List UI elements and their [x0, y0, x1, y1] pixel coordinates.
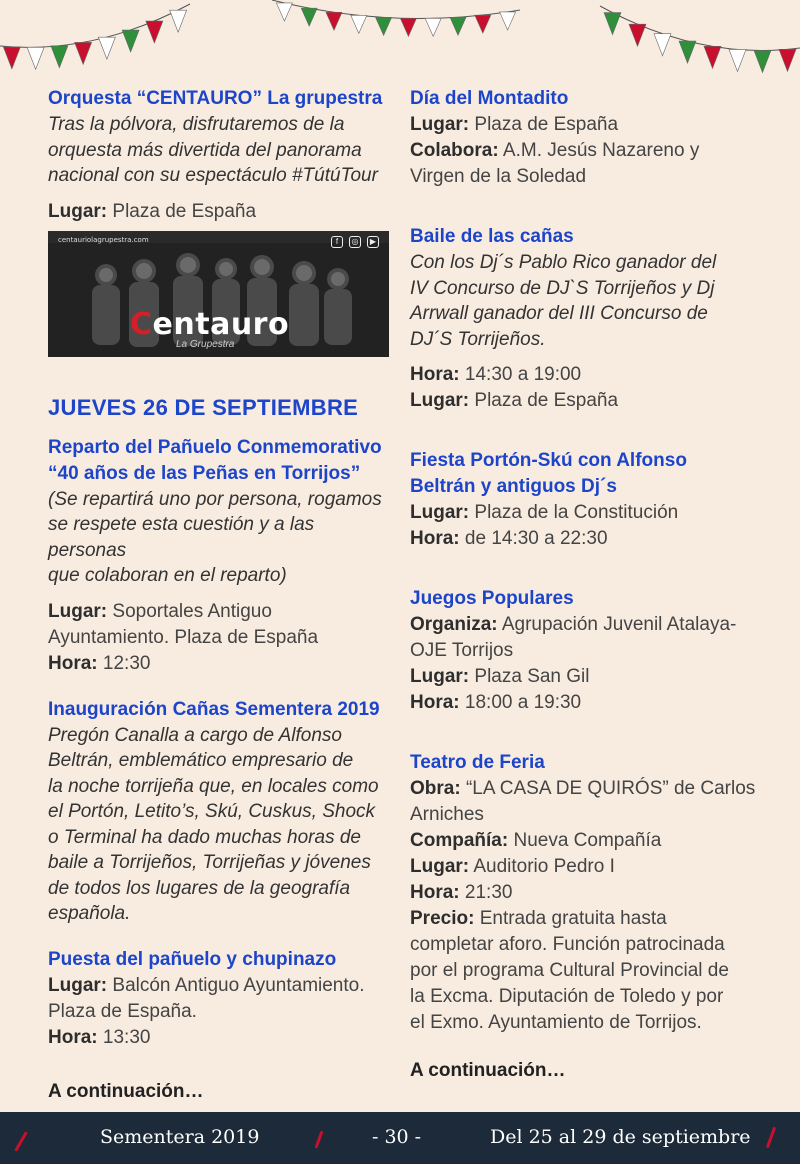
event-inauguracion: [48, 697, 393, 927]
bunting-flag: [729, 49, 746, 71]
promo-brand: Centauro: [130, 306, 290, 342]
event-location: Lugar: Balcón Antiguo Ayuntamiento.: [48, 974, 365, 996]
page-footer: [0, 1112, 800, 1164]
footer-accent: [14, 1131, 28, 1152]
event-teatro: Teatro de Feria Obra: “LA CASA DE QUIRÓS” de Carlos Arniches Compañía: Nueva Compañía Lugar: Auditorio Pedro I Hora: 21:30 Precio: Entrada gratuita hasta completar aforo. Función patrocinada por el programa Cultural Provincial de la Excma. Diputación de Toledo y por el Exmo. Ayuntamiento de Torrijos.: [410, 750, 770, 1036]
bunting-flag: [754, 50, 771, 72]
page-number: - 30 -: [372, 1126, 422, 1148]
bunting-flag: [326, 12, 342, 30]
social-icons: [331, 236, 379, 248]
bunting-flag: [704, 46, 721, 68]
event-location: Lugar: Soportales Antiguo: [48, 600, 272, 622]
bunting-flag: [146, 21, 163, 43]
bunting-flag: [654, 34, 671, 56]
event-time: Hora: 21:30: [410, 882, 513, 903]
event-title: Día del Montadito: [410, 88, 569, 109]
left-column: [48, 86, 393, 1105]
bunting-flag: [376, 17, 392, 35]
footer-dates: Del 25 al 29 de septiembre: [490, 1126, 751, 1148]
bunting-flag: [629, 24, 646, 46]
centauro-promo-image: [48, 231, 389, 357]
instagram-icon: ◎: [349, 236, 361, 248]
event-price: Precio: Entrada gratuita hasta: [410, 908, 667, 929]
event-organizer: Organiza: Agrupación Juvenil Atalaya-: [410, 614, 737, 635]
footer-accent: [315, 1131, 324, 1149]
footer-edition: Sementera 2019: [100, 1126, 260, 1148]
bunting-flag: [779, 49, 796, 71]
event-panuelo: Reparto del Pañuelo Conmemorativo “40 años de las Peñas en Torrijos” (Se repartirá uno por persona, rogamos se respete esta cuestión y a las personas que colaboran en el reparto) Lugar: Soportales Antiguo Ayuntamiento. Plaza de España Hora: 12:30: [48, 435, 393, 677]
event-collaborator: Colabora: A.M. Jesús Nazareno y: [410, 140, 700, 161]
bunting-flag: [75, 42, 92, 64]
event-title: Teatro de Feria: [410, 752, 545, 773]
event-centauro: [48, 86, 393, 225]
event-description: (Se repartirá uno por persona, rogamos se respete esta cuestión y a las personas que colaboran en el reparto): [48, 488, 382, 586]
event-description: Pregón Canalla a cargo de Alfonso Beltrán, emblemático empresario de la noche torrijeña que, en locales como el Portón, Letito’s, Skú, Cuskus, Shock o Terminal ha dado muchas horas de baile a Torrijeños, Torrijeñas y jóvenes de todos los lugares de la geografía española.: [48, 724, 379, 924]
event-fiesta-porton: [410, 448, 770, 552]
event-time: Hora: 14:30 a 19:00: [410, 364, 582, 385]
day-heading: JUEVES 26 DE SEPTIEMBRE: [48, 394, 359, 420]
event-company: Compañía: Nueva Compañía: [410, 830, 662, 851]
facebook-icon: f: [331, 236, 343, 248]
bunting-flag: [122, 30, 139, 52]
event-title: Puesta del pañuelo y chupinazo: [48, 948, 337, 970]
youtube-icon: ▶: [367, 236, 379, 248]
bunting-flag: [450, 17, 466, 35]
footer-accent: [766, 1127, 776, 1149]
event-time: Hora: 13:30: [48, 1026, 151, 1048]
bunting-flag: [170, 10, 187, 32]
bunting-flag: [679, 41, 696, 63]
bunting-flag: [475, 15, 491, 33]
event-location: Lugar: Plaza de España: [48, 200, 257, 222]
bunting-flag: [3, 47, 20, 69]
event-location: Lugar: Plaza de la Constitución: [410, 502, 679, 523]
event-montadito: Día del Montadito Lugar: Plaza de España Colabora: A.M. Jesús Nazareno y Virgen de la Soledad: [410, 86, 770, 190]
event-location: Lugar: Auditorio Pedro I: [410, 856, 615, 877]
event-title: Orquesta “CENTAURO” La grupestra: [48, 88, 383, 109]
right-column: [410, 86, 770, 1084]
event-description: Con los Dj´s Pablo Rico ganador del IV Concurso de DJ`S Torrijeños y Dj Arrwall ganador del III Concurso de DJ´S Torrijeños.: [410, 252, 717, 350]
event-baile: [410, 224, 770, 414]
event-chupinazo: Puesta del pañuelo y chupinazo Lugar: Balcón Antiguo Ayuntamiento. Plaza de España. Hora: 13:30: [48, 947, 393, 1051]
event-description: Tras la pólvora, disfrutaremos de la orquesta más divertida del panorama nacional con su espectáculo #TútúTour: [48, 114, 378, 186]
event-juegos: Juegos Populares Organiza: Agrupación Juvenil Atalaya- OJE Torrijos Lugar: Plaza San Gil Hora: 18:00 a 19:30: [410, 586, 770, 716]
event-title: Reparto del Pañuelo Conmemorativo “40 años de las Peñas en Torrijos”: [48, 436, 382, 484]
bunting-flag: [27, 47, 44, 69]
bunting-flag: [500, 12, 516, 30]
continuation-note: A continuación…: [410, 1060, 566, 1081]
promo-url: centauriolagrupestra.com: [58, 235, 149, 244]
event-title: Baile de las cañas: [410, 226, 574, 247]
continuation-note: A continuación…: [48, 1080, 204, 1102]
event-time: Hora: 12:30: [48, 652, 151, 674]
event-title: Juegos Populares: [410, 588, 574, 609]
promo-subtitle: La Grupestra: [176, 338, 235, 350]
event-time: Hora: de 14:30 a 22:30: [410, 528, 608, 549]
bunting-flag: [351, 15, 367, 33]
bunting-flag: [400, 18, 416, 36]
event-location: Lugar: Plaza de España: [410, 114, 619, 135]
bunting-decoration: [0, 0, 800, 80]
bunting-flag: [425, 18, 441, 36]
event-time: Hora: 18:00 a 19:30: [410, 692, 582, 713]
bunting-flag: [51, 46, 68, 68]
bunting-flag: [604, 13, 621, 35]
bunting-flag: [98, 37, 115, 59]
event-title: Fiesta Portón-Skú con Alfonso Beltrán y antiguos Dj´s: [410, 450, 687, 497]
bunting-flag: [301, 8, 317, 26]
event-title: Inauguración Cañas Sementera 2019: [48, 698, 380, 720]
event-play: Obra: “LA CASA DE QUIRÓS” de Carlos: [410, 778, 756, 799]
event-location: Lugar: Plaza de España: [410, 390, 619, 411]
event-location: Lugar: Plaza San Gil: [410, 666, 590, 687]
bunting-flag: [276, 3, 292, 21]
